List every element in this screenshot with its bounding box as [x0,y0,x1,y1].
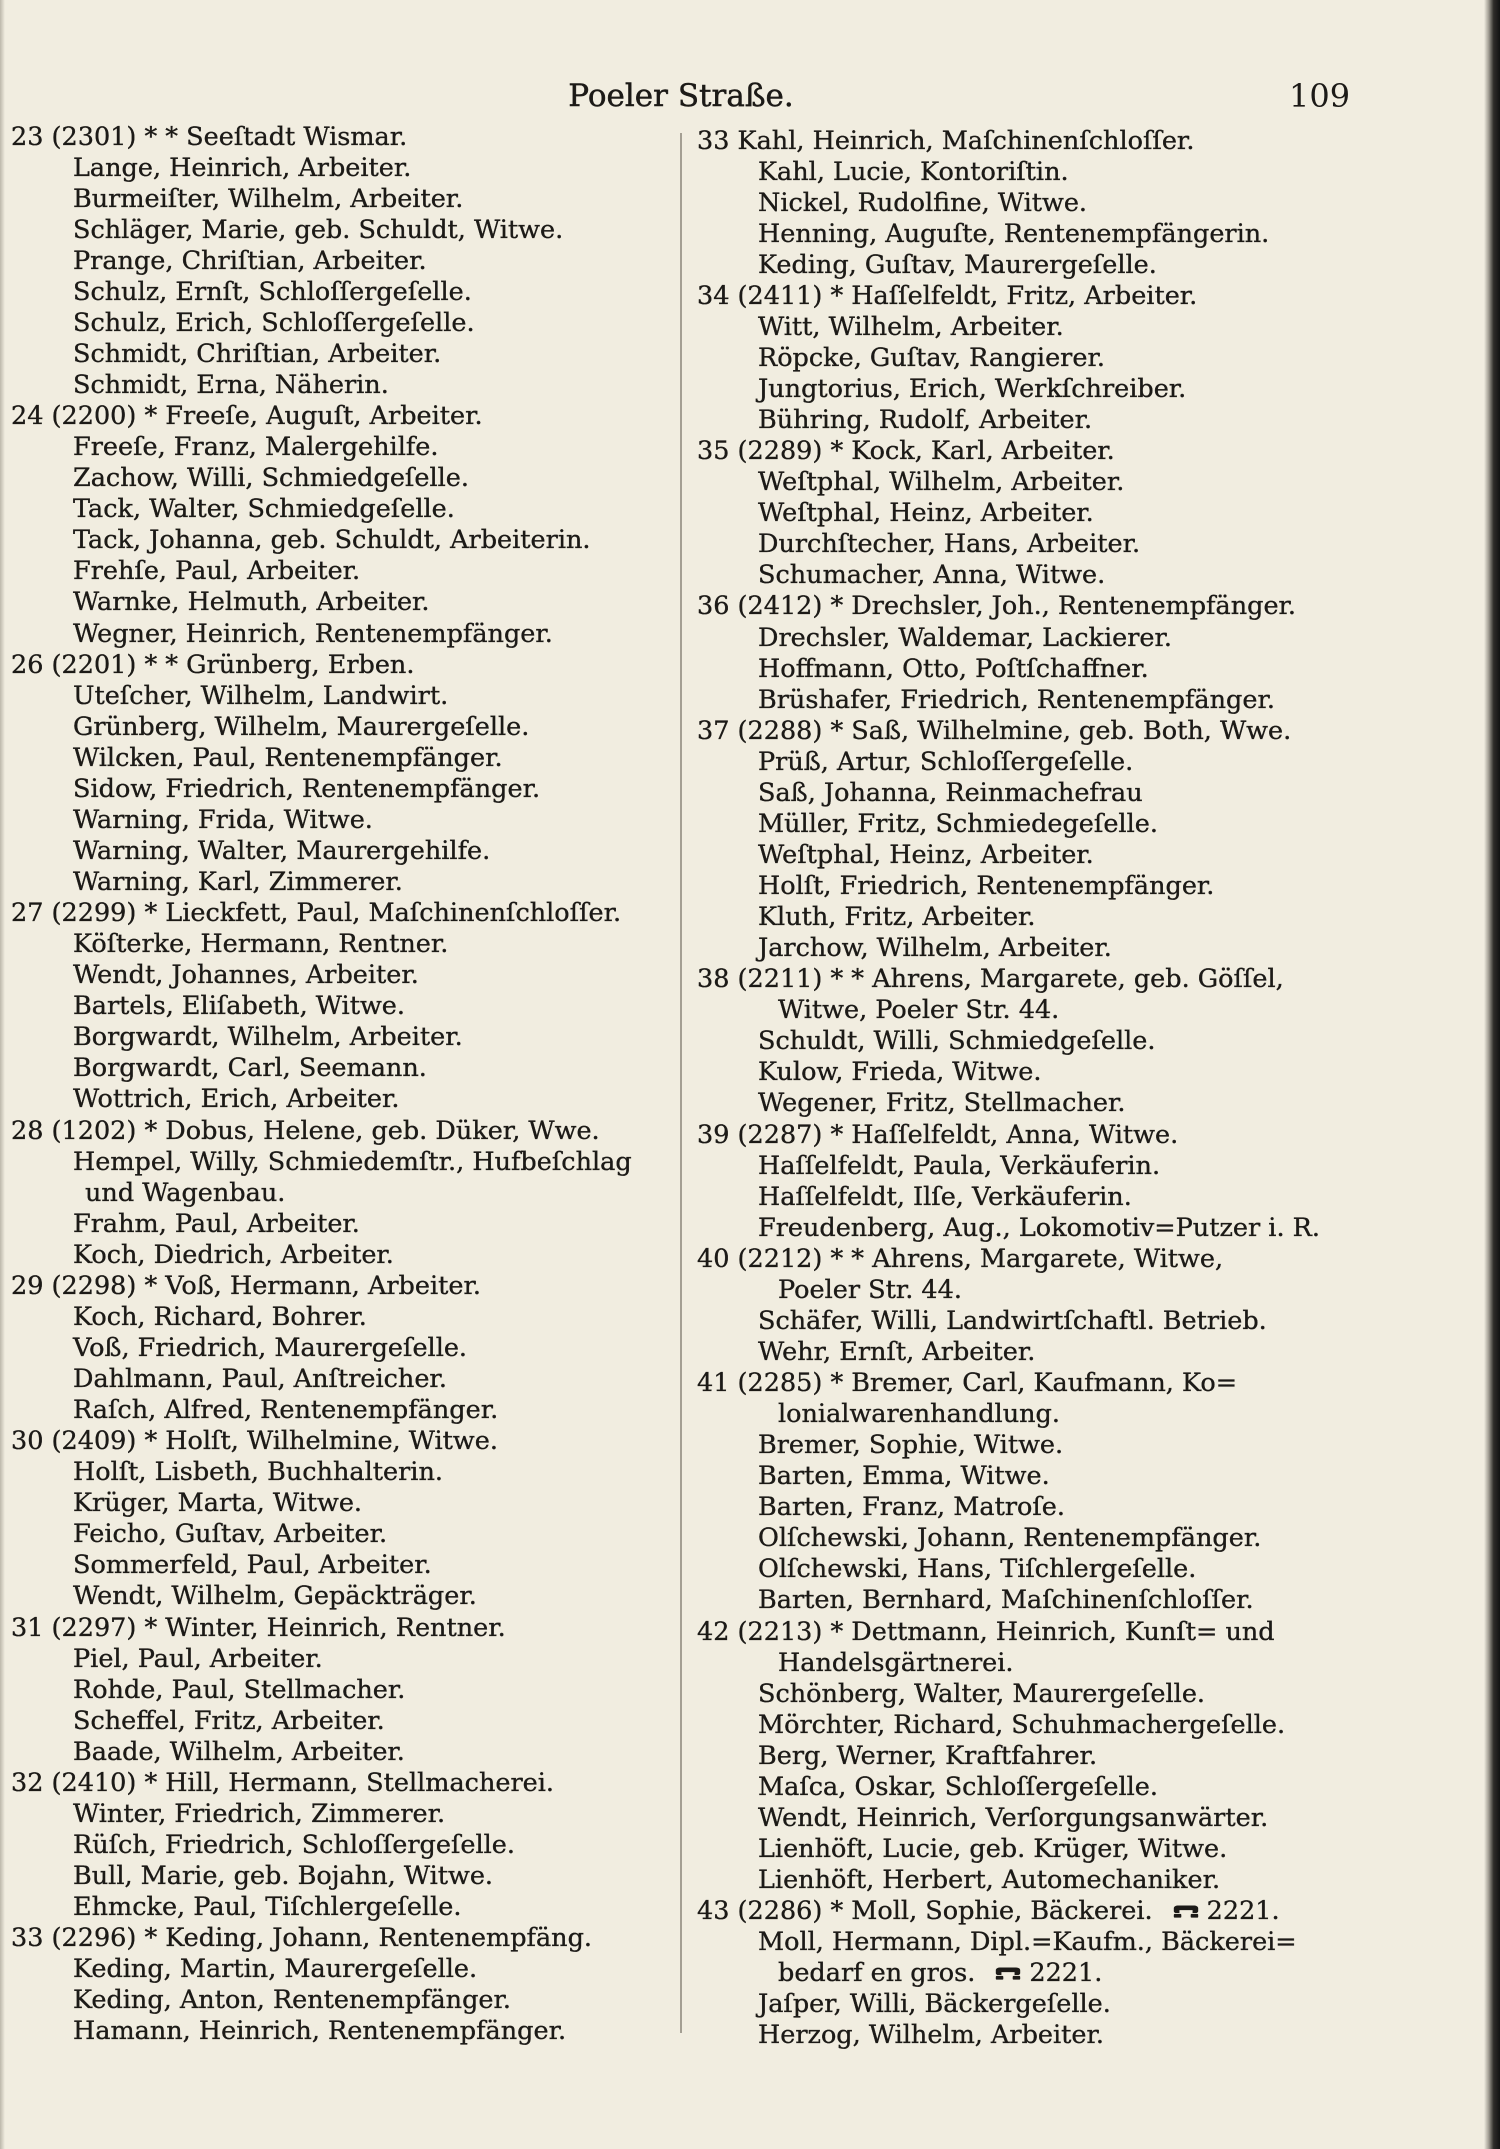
house-heading: 26 (2201) * * Grünberg, Erben. [11,649,415,680]
resident-line: Haſſelfeldt, Paula, Verkäuferin. [758,1150,1161,1181]
page-number: 109 [1289,77,1351,115]
resident-line: Wilcken, Paul, Rentenempfänger. [73,742,503,773]
house-heading: 36 (2412) * Drechsler, Joh., Rentenempfänger. [697,591,1297,622]
address-entry [11,401,675,650]
address-entry [697,964,1477,1119]
address-entry [697,1120,1477,1244]
address-entry [697,591,1477,715]
resident-line: Kahl, Lucie, Kontoriſtin. [758,156,1069,187]
resident-line: Herzog, Wilhelm, Arbeiter. [758,2020,1104,2051]
house-heading: 27 (2299) * Lieckfett, Paul, Maſchinenſchloſſer. [11,898,622,929]
resident-line: Brüshafer, Friedrich, Rentenempfänger. [758,684,1275,715]
resident-line: Warning, Frida, Witwe. [73,804,373,835]
resident-line: Henning, Auguſte, Rentenempfängerin. [758,218,1270,249]
resident-line: Rohde, Paul, Stellmacher. [73,1674,406,1705]
resident-line: Uteſcher, Wilhelm, Landwirt. [73,680,449,711]
resident-line: Bühring, Rudolf, Arbeiter. [758,405,1093,436]
address-entry [697,436,1477,591]
resident-line: Winter, Friedrich, Zimmerer. [73,1798,446,1829]
column-divider [680,133,682,2033]
page-binding-shadow [1484,0,1500,2149]
resident-line: Wendt, Wilhelm, Gepäckträger. [73,1581,477,1612]
resident-line: Köſterke, Hermann, Rentner. [73,929,449,960]
page-title: Poeler Straße. [568,78,794,114]
resident-line: Freeſe, Franz, Malergehilfe. [73,432,439,463]
resident-line: Schläger, Marie, geb. Schuldt, Witwe. [73,214,564,245]
resident-line: Warning, Karl, Zimmerer. [73,867,403,897]
resident-line: Wendt, Heinrich, Verſorgungsanwärter. [758,1802,1269,1833]
house-heading-text: 43 (2286) * Moll, Sophie, Bäckerei. [697,1896,1153,1927]
resident-line: Schuldt, Willi, Schmiedgeſelle. [758,1026,1156,1057]
address-entry [11,122,675,402]
house-heading: 42 (2213) * Dettmann, Heinrich, Kunſt= und [697,1616,1275,1647]
address-entry [697,281,1477,436]
resident-line: Röpcke, Guſtav, Rangierer. [758,342,1105,373]
resident-line: Moll, Hermann, Dipl.=Kaufm., Bäckerei= [758,1927,1297,1958]
resident-line: Keding, Anton, Rentenempfänger. [73,1985,512,2016]
resident-line: Borgwardt, Wilhelm, Arbeiter. [73,1022,463,1053]
resident-line: Jaſper, Willi, Bäckergeſelle. [758,1989,1111,2020]
house-heading: 35 (2289) * Kock, Karl, Arbeiter. [697,436,1115,467]
resident-line: Barten, Franz, Matroſe. [758,1492,1065,1523]
address-entry [697,1617,1477,1897]
resident-line: Hempel, Willy, Schmiedemſtr., Hufbeſchlag [73,1146,632,1177]
resident-line: Freudenberg, Aug., Lokomotiv=Putzer i. R. [758,1212,1320,1243]
resident-line: Rüſch, Friedrich, Schloſſergeſelle. [73,1829,515,1860]
resident-line: Sidow, Friedrich, Rentenempfänger. [73,773,541,804]
address-entry [11,1426,675,1612]
house-heading-continuation: lonialwarenhandlung. [778,1399,1060,1430]
resident-line: Schmidt, Chriſtian, Arbeiter. [73,338,442,369]
resident-line: Müller, Fritz, Schmiedegeſelle. [758,808,1158,839]
resident-line: Bull, Marie, geb. Bojahn, Witwe. [73,1861,494,1891]
resident-line: Tack, Walter, Schmiedgeſelle. [73,494,455,525]
resident-line: Schäfer, Willi, Landwirtſchaftl. Betrieb. [758,1305,1267,1336]
resident-line-continuation: und Wagenbau. [85,1177,286,1208]
resident-line: Lange, Heinrich, Arbeiter. [73,152,412,183]
address-entry [697,716,1477,965]
resident-line: Hoffmann, Otto, Poſtſchaffner. [758,653,1149,684]
resident-line: Drechsler, Waldemar, Lackierer. [758,622,1173,653]
resident-line-continuation [697,1958,1477,1989]
resident-line: Weſtphal, Heinz, Arbeiter. [758,839,1094,870]
resident-line: Warning, Walter, Maurergehilfe. [73,835,491,866]
resident-line: Wottrich, Erich, Arbeiter. [73,1084,400,1115]
address-entry [11,898,675,1115]
house-heading: 40 (2212) * * Ahrens, Margarete, Witwe, [697,1243,1224,1274]
resident-line-continuation-text: bedarf en gros. [778,1958,976,1989]
resident-line: Grünberg, Wilhelm, Maurergeſelle. [73,711,530,742]
resident-line: Barten, Emma, Witwe. [758,1461,1050,1492]
house-heading-continuation: Witwe, Poeler Str. 44. [778,995,1060,1026]
address-entry [11,650,675,899]
house-heading: 23 (2301) * * Seeſtadt Wismar. [11,121,408,152]
resident-line: Weſtphal, Heinz, Arbeiter. [758,498,1094,529]
right-column [697,126,1477,2052]
left-column [11,122,675,2048]
resident-line: Schumacher, Anna, Witwe. [758,560,1106,591]
resident-line: Maſca, Oskar, Schloſſergeſelle. [758,1771,1158,1802]
address-entry [11,1116,675,1271]
resident-line: Sommerfeld, Paul, Arbeiter. [73,1550,432,1581]
resident-line: Witt, Wilhelm, Arbeiter. [758,311,1064,342]
resident-line: Borgwardt, Carl, Seemann. [73,1053,427,1084]
resident-line: Schulz, Erich, Schloſſergeſelle. [73,307,475,338]
address-entry [697,1896,1477,2051]
resident-line: Feicho, Guſtav, Arbeiter. [73,1519,388,1550]
address-entry [697,1368,1477,1617]
house-heading: 33 Kahl, Heinrich, Maſchinenſchloſſer. [697,125,1195,156]
address-entry [11,1768,675,1923]
house-heading: 24 (2200) * Freeſe, Auguſt, Arbeiter. [11,401,483,432]
resident-line: Jungtorius, Erich, Werkſchreiber. [758,374,1187,404]
house-heading: 31 (2297) * Winter, Heinrich, Rentner. [11,1612,506,1643]
resident-line: Bartels, Eliſabeth, Witwe. [73,991,405,1022]
resident-line: Jarchow, Wilhelm, Arbeiter. [758,933,1112,964]
resident-line: Berg, Werner, Kraftfahrer. [758,1740,1098,1771]
resident-line: Koch, Diedrich, Arbeiter. [73,1239,394,1270]
resident-line: Dahlmann, Paul, Anſtreicher. [73,1364,447,1394]
telephone-icon [1171,1905,1201,1919]
resident-line: Kulow, Frieda, Witwe. [758,1057,1042,1088]
resident-line: Wegner, Heinrich, Rentenempfänger. [73,618,553,649]
resident-line: Bremer, Sophie, Witwe. [758,1430,1064,1461]
address-entry [11,1271,675,1426]
house-heading [697,1896,1477,1927]
page-edge-shadow-left [0,0,5,2149]
resident-line: Lienhöft, Herbert, Automechaniker. [758,1865,1221,1895]
resident-line: Ehmcke, Paul, Tiſchlergeſelle. [73,1892,462,1923]
resident-line: Keding, Guſtav, Maurergeſelle. [758,249,1157,280]
resident-line: Olſchewski, Hans, Tiſchlergeſelle. [758,1554,1197,1585]
house-heading: 41 (2285) * Bremer, Carl, Kaufmann, Ko= [697,1368,1238,1398]
resident-line: Prüß, Artur, Schloſſergeſelle. [758,746,1134,777]
resident-line: Keding, Martin, Maurergeſelle. [73,1954,478,1985]
resident-line: Barten, Bernhard, Maſchinenſchloſſer. [758,1585,1254,1616]
address-entry [697,126,1477,281]
resident-line: Wendt, Johannes, Arbeiter. [73,960,419,991]
house-heading: 37 (2288) * Saß, Wilhelmine, geb. Both, Wwe. [697,715,1292,746]
phone-number: 2221. [1206,1896,1280,1927]
resident-line: Schmidt, Erna, Näherin. [73,370,389,400]
house-heading: 30 (2409) * Holſt, Wilhelmine, Witwe. [11,1426,498,1457]
resident-line: Weſtphal, Wilhelm, Arbeiter. [758,467,1125,498]
house-heading: 34 (2411) * Haſſelfeldt, Fritz, Arbeiter. [697,280,1198,311]
address-entry [697,1244,1477,1368]
resident-line: Lienhöft, Lucie, geb. Krüger, Witwe. [758,1833,1228,1864]
resident-line: Zachow, Willi, Schmiedgeſelle. [73,463,469,494]
resident-line: Tack, Johanna, geb. Schuldt, Arbeiterin. [73,525,591,556]
house-heading: 29 (2298) * Voß, Hermann, Arbeiter. [11,1270,481,1301]
resident-line: Prange, Chriſtian, Arbeiter. [73,245,427,276]
resident-line: Schönberg, Walter, Maurergeſelle. [758,1678,1206,1709]
resident-line: Mörchter, Richard, Schuhmachergeſelle. [758,1709,1286,1740]
resident-line: Frahm, Paul, Arbeiter. [73,1208,360,1239]
address-entry [11,1923,675,2047]
house-heading: 38 (2211) * * Ahrens, Margarete, geb. Göſſel, [697,964,1284,995]
resident-line: Schulz, Ernſt, Schloſſergeſelle. [73,276,472,307]
resident-line: Krüger, Marta, Witwe. [73,1488,363,1519]
resident-line: Burmeiſter, Wilhelm, Arbeiter. [73,183,464,214]
resident-line: Wegener, Fritz, Stellmacher. [758,1088,1126,1119]
house-heading-continuation: Handelsgärtnerei. [778,1647,1014,1678]
resident-line: Scheffel, Fritz, Arbeiter. [73,1705,385,1736]
resident-line: Frehſe, Paul, Arbeiter. [73,556,361,587]
resident-line: Wehr, Ernſt, Arbeiter. [758,1336,1036,1367]
resident-line: Nickel, Rudolfine, Witwe. [758,187,1088,218]
resident-line: Raſch, Alfred, Rentenempfänger. [73,1395,499,1426]
resident-line: Hamann, Heinrich, Rentenempfänger. [73,2016,567,2047]
resident-line: Voß, Friedrich, Maurergeſelle. [73,1332,468,1363]
resident-line: Piel, Paul, Arbeiter. [73,1643,323,1674]
resident-line: Kluth, Fritz, Arbeiter. [758,902,1036,933]
resident-line: Warnke, Helmuth, Arbeiter. [73,587,430,618]
address-entry [11,1613,675,1768]
resident-line: Haſſelfeldt, Ilſe, Verkäuferin. [758,1181,1132,1212]
resident-line: Holſt, Lisbeth, Buchhalterin. [73,1457,443,1488]
house-heading-continuation: Poeler Str. 44. [778,1274,962,1305]
phone-number: 2221. [1029,1958,1103,1989]
house-heading: 32 (2410) * Hill, Hermann, Stellmacherei. [11,1767,555,1798]
telephone-icon [993,1967,1023,1981]
resident-line: Saß, Johanna, Reinmachefrau [758,777,1143,808]
resident-line: Baade, Wilhelm, Arbeiter. [73,1736,405,1767]
resident-line: Olſchewski, Johann, Rentenempfänger. [758,1523,1262,1554]
resident-line: Durchſtecher, Hans, Arbeiter. [758,529,1141,560]
resident-line: Koch, Richard, Bohrer. [73,1301,367,1332]
house-heading: 28 (1202) * Dobus, Helene, geb. Düker, Wwe. [11,1115,600,1146]
house-heading: 33 (2296) * Keding, Johann, Rentenempfäng. [11,1923,593,1954]
resident-line: Holſt, Friedrich, Rentenempfänger. [758,871,1215,901]
house-heading: 39 (2287) * Haſſelfeldt, Anna, Witwe. [697,1119,1179,1150]
